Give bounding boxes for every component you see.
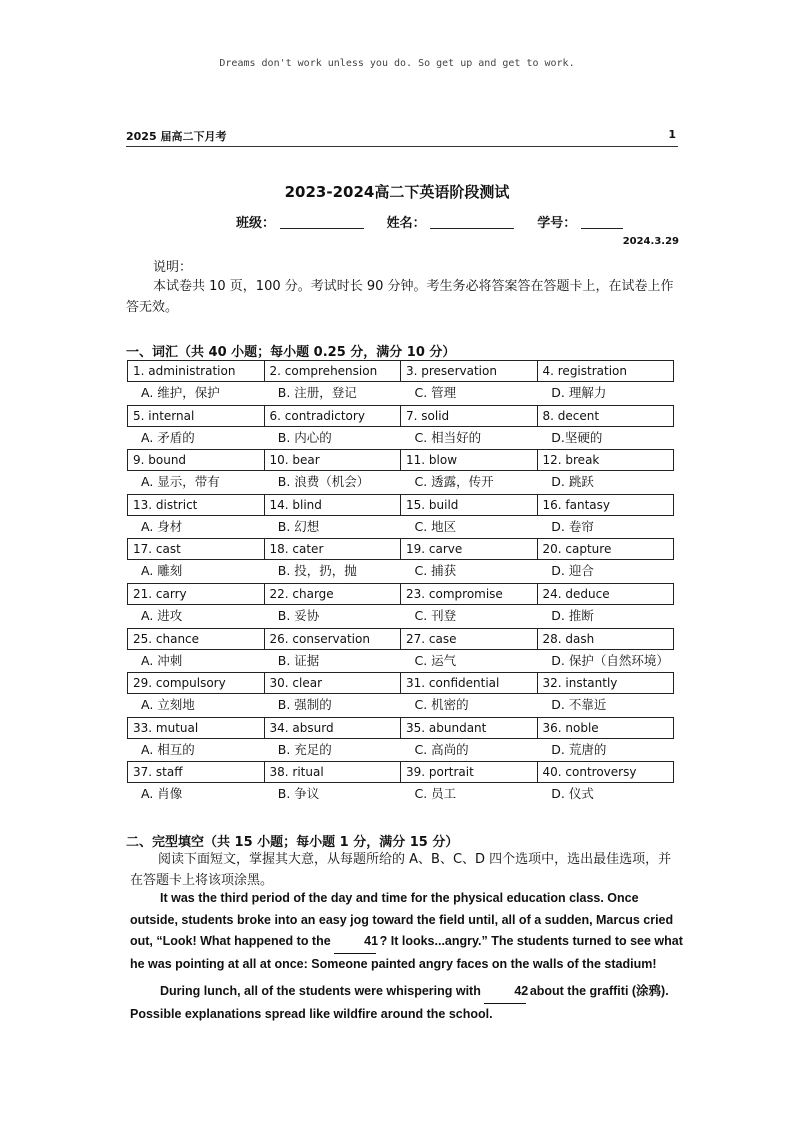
- vocab-word: 11. blow: [400, 450, 537, 470]
- vocab-option: B. 充足的: [277, 741, 332, 757]
- vocab-option: B. 浪费（机会）: [277, 474, 370, 490]
- vocab-option: B. 投，扔，抛: [277, 563, 357, 579]
- vocab-option: B. 妥协: [277, 607, 320, 623]
- vocab-option: D. 卷帘: [551, 518, 594, 534]
- page-title: 2023-2024高二下英语阶段测试: [284, 183, 510, 201]
- vocab-option: C. 高尚的: [414, 741, 469, 757]
- vocab-word: 14. blind: [264, 495, 401, 515]
- section1-title: 一、词汇（共 40 小题；每小题 0.25 分，满分 10 分）: [126, 345, 456, 360]
- vocab-option: B. 争议: [277, 786, 320, 802]
- passage-paragraph: [130, 981, 686, 1025]
- vocab-word: 37. staff: [133, 765, 183, 780]
- vocab-word: 23. compromise: [400, 584, 537, 604]
- vocab-word: 22. charge: [264, 584, 401, 604]
- vocab-word-row: [127, 672, 674, 694]
- vocab-option: C. 相当好的: [414, 429, 482, 445]
- vocab-word: 17. cast: [133, 542, 181, 557]
- exam-name: 2025 届高二下月考: [126, 130, 227, 143]
- vocab-option-row: [127, 560, 674, 583]
- note-label: 说明：: [153, 260, 193, 275]
- vocab-word: 21. carry: [133, 586, 187, 601]
- vocab-option: B. 注册，登记: [277, 385, 357, 400]
- vocab-word-row: [127, 449, 674, 471]
- note-body: 本试卷共 10 页，100 分。考试时长 90 分钟。考生务必将答案答在答题卡上，在试卷上作答无效。: [126, 279, 674, 315]
- class-label: 班级：: [236, 216, 276, 231]
- student-info: [236, 212, 623, 231]
- vocab-word-row: [127, 405, 674, 427]
- vocab-word: 16. fantasy: [537, 495, 674, 515]
- vocab-option: C. 地区: [414, 518, 457, 534]
- vocab-word-row: [127, 538, 674, 560]
- passage-text: ? It looks...angry.” The students turned to see what he was pointing at all at once: Someone painted angry faces on the walls of the stadium!: [130, 934, 683, 971]
- vocab-option: A. 冲刺: [141, 652, 183, 668]
- class-blank: [280, 216, 364, 229]
- vocab-word: 34. absurd: [264, 718, 401, 738]
- vocab-word: 13. district: [133, 497, 198, 512]
- vocab-word: 27. case: [400, 629, 537, 649]
- vocab-option-row: [127, 382, 674, 405]
- vocab-word: 33. mutual: [133, 720, 199, 735]
- vocab-option: A. 显示，带有: [141, 474, 220, 490]
- vocab-word: 3. preservation: [400, 361, 537, 381]
- vocab-option-row: [127, 694, 674, 717]
- vocab-word-row: [127, 761, 674, 783]
- vocab-word: 36. noble: [537, 718, 674, 738]
- vocab-word: 19. carve: [400, 539, 537, 559]
- vocab-option: B. 幻想: [277, 518, 320, 534]
- section2-title: 二、完型填空（共 15 小题；每小题 1 分，满分 15 分）: [126, 835, 459, 850]
- vocab-word: 18. cater: [264, 539, 401, 559]
- page-number: 1: [668, 128, 676, 141]
- vocab-option: D. 推断: [551, 607, 594, 623]
- vocab-option: D. 跳跃: [551, 474, 594, 490]
- page-header: [126, 128, 678, 147]
- vocab-word: 1. administration: [133, 364, 236, 378]
- vocab-word: 7. solid: [400, 406, 537, 426]
- blank-41: 41: [334, 931, 376, 954]
- vocab-word: 10. bear: [264, 450, 401, 470]
- vocab-option: C. 刊登: [414, 607, 457, 623]
- vocab-option: D. 理解力: [551, 385, 607, 400]
- id-label: 学号：: [537, 216, 577, 231]
- vocab-option: A. 身材: [141, 518, 183, 534]
- vocab-word: 26. conservation: [264, 629, 401, 649]
- vocab-option: C. 管理: [414, 385, 457, 400]
- vocab-word: 40. controversy: [537, 762, 674, 782]
- vocab-word: 4. registration: [537, 361, 674, 381]
- vocab-word: 8. decent: [537, 406, 674, 426]
- motto: Dreams don't work unless you do. So get up and get to work.: [219, 58, 575, 69]
- id-blank: [581, 216, 623, 229]
- vocab-word: 6. contradictory: [264, 406, 401, 426]
- passage-paragraph: [130, 888, 686, 975]
- vocab-word: 25. chance: [133, 631, 200, 646]
- vocab-option: D.坚硬的: [551, 429, 603, 445]
- vocab-option-row: [127, 516, 674, 539]
- vocab-option-row: [127, 783, 674, 806]
- vocab-table: [127, 360, 674, 806]
- vocab-option: A. 立刻地: [141, 697, 195, 713]
- section2-instruction: 阅读下面短文，掌握其大意，从每题所给的 A、B、C、D 四个选项中，选出最佳选项，并在答题卡上将该项涂黑。: [130, 852, 672, 888]
- vocab-word: 38. ritual: [264, 762, 401, 782]
- vocab-word: 12. break: [537, 450, 674, 470]
- vocab-word: 35. abundant: [400, 718, 537, 738]
- vocab-option: A. 肖像: [141, 786, 183, 802]
- vocab-option-row: [127, 471, 674, 494]
- vocab-option: A. 相互的: [141, 741, 195, 757]
- vocab-option: C. 员工: [414, 786, 457, 802]
- vocab-option: C. 运气: [414, 652, 457, 668]
- passage-text: During lunch, all of the students were whispering with: [160, 984, 485, 998]
- vocab-option: A. 雕刻: [141, 563, 183, 579]
- name-label: 姓名：: [386, 216, 426, 231]
- vocab-option-row: [127, 739, 674, 762]
- vocab-word: 31. confidential: [400, 673, 537, 693]
- vocab-option: A. 进攻: [141, 607, 183, 623]
- vocab-word: 24. deduce: [537, 584, 674, 604]
- vocab-word: 30. clear: [264, 673, 401, 693]
- vocab-word: 32. instantly: [537, 673, 674, 693]
- vocab-word: 20. capture: [537, 539, 674, 559]
- vocab-option: C. 捕获: [414, 563, 457, 579]
- vocab-word-row: [127, 717, 674, 739]
- vocab-word: 39. portrait: [400, 762, 537, 782]
- vocab-option-row: [127, 427, 674, 450]
- name-blank: [430, 216, 514, 229]
- cloze-passage: [130, 888, 686, 1031]
- exam-date: 2024.3.29: [622, 236, 679, 247]
- vocab-option: D. 荒唐的: [551, 741, 607, 757]
- vocab-word: 29. compulsory: [133, 676, 226, 691]
- vocab-word-row: [127, 583, 674, 605]
- vocab-word: 28. dash: [537, 629, 674, 649]
- vocab-option-row: [127, 605, 674, 628]
- vocab-option: B. 强制的: [277, 697, 332, 713]
- passage-text: about the graffiti (涂鸦). Possible explanations spread like wildfire around the school.: [130, 984, 669, 1021]
- passage-text: It was the third period of the day and time for the physical education class. Once outside, students broke into an easy jog toward the field until, all of a sudden, Marcus cried out, “Look! What happened to the: [130, 891, 674, 948]
- vocab-option: D. 不靠近: [551, 697, 607, 713]
- vocab-word: 5. internal: [133, 408, 195, 423]
- vocab-word: 15. build: [400, 495, 537, 515]
- vocab-option: C. 透露，传开: [414, 474, 494, 490]
- vocab-word-row: [127, 360, 674, 382]
- vocab-option: D. 仪式: [551, 786, 594, 802]
- vocab-option: C. 机密的: [414, 697, 469, 713]
- vocab-option: D. 迎合: [551, 563, 594, 579]
- vocab-word-row: [127, 628, 674, 650]
- vocab-word: 9. bound: [133, 453, 187, 468]
- vocab-option: A. 维护，保护: [141, 385, 220, 400]
- vocab-option: B. 内心的: [277, 429, 332, 445]
- vocab-option: B. 证据: [277, 652, 320, 668]
- blank-42: 42: [484, 981, 526, 1004]
- vocab-option: D. 保护（自然环境）: [551, 652, 669, 668]
- vocab-word-row: [127, 494, 674, 516]
- vocab-option-row: [127, 650, 674, 673]
- vocab-option: A. 矛盾的: [141, 429, 195, 445]
- vocab-word: 2. comprehension: [264, 361, 401, 381]
